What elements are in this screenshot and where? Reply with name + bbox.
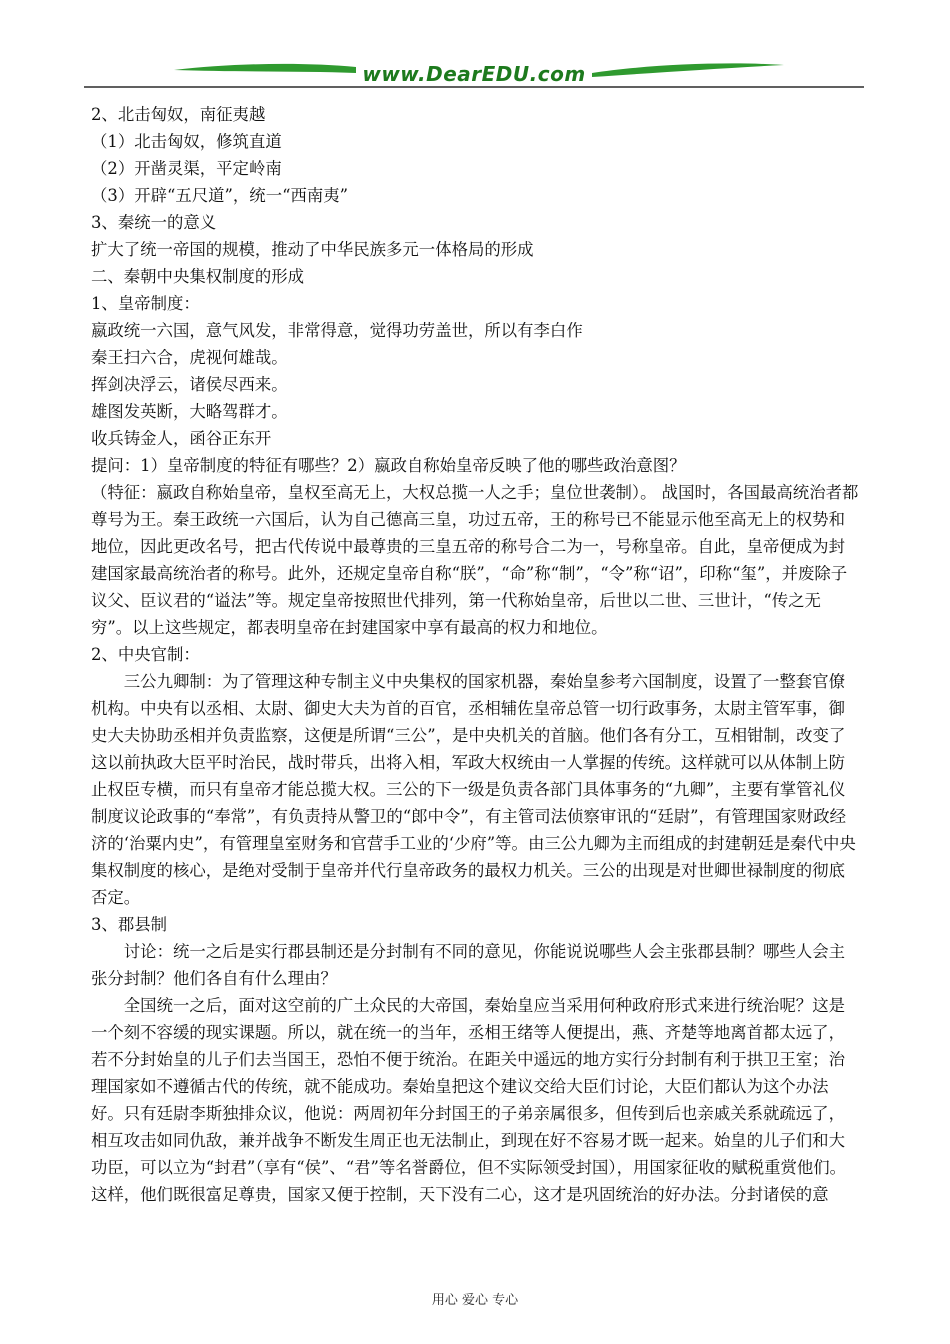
document-body (91, 101, 861, 1208)
section-heading-centralization: 二、秦朝中央集权制度的形成 (91, 267, 305, 286)
sangong-jiuqing-paragraph: 三公九卿制：为了管理这种专制主义中央集权的国家机器，秦始皇参考六国制度，设置了一整套官僚机构。中央有以丞相、太尉、御史大夫为首的百官，丞相辅佐皇帝总管一切行政事务，太尉主管军事，御史大夫协助丞相并负责监察，这便是所谓“三公”，是中央机关的首脑。他们各有分工，互相钳制，改变了这以前执政大臣平时治民，战时带兵，出将入相，军政大权统由一人掌握的传统。这样就可以从体制上防止权臣专横，而只有皇帝才能总揽大权。三公的下一级是负责各部门具体事务的“九卿”，主要有掌管礼仪制度议论政事的“奉常”，有负责持从警卫的“郎中令”，有主管司法侦察审讯的“廷尉”，有管理国家财政经济的‘治粟内史”，有管理皇室财务和官营手工业的‘少府”等。由三公九卿为主而组成的封建朝廷是秦代中央集权制度的核心，是绝对受制于皇帝并代行皇帝政务的最权力机关。三公的出现是对世卿世禄制度的彻底否定。 (91, 672, 856, 907)
poem-line: 收兵铸金人，函谷正东开 (91, 429, 272, 448)
page-footer: 用心 爱心 专心 (431, 1293, 519, 1308)
significance-text: 扩大了统一帝国的规模，推动了中华民族多元一体格局的形成 (91, 240, 534, 259)
poem-intro: 嬴政统一六国，意气风发，非常得意，觉得功劳盖世，所以有李白作 (91, 321, 583, 340)
history-paragraph: 全国统一之后，面对这空前的广土众民的大帝国，秦始皇应当采用何种政府形式来进行统治呢？这是一个刻不容缓的现实课题。所以，就在统一的当年，丞相王绪等人便提出，燕、齐楚等地离首都太远了，若不分封始皇的儿子们去当国王，恐怕不便于统治。在距关中遥远的地方实行分封制有利于拱卫王室；治理国家如不遵循古代的传统，就不能成功。秦始皇把这个建议交给大臣们讨论，大臣们都认为这个办法好。只有廷尉李斯独排众议，他说：两周初年分封国王的子弟亲属很多，但传到后也亲戚关系就疏远了，相互攻击如同仇敌，兼并战争不断发生周正也无法制止，到现在好不容易才既一起来。始皇的儿子们和大功臣，可以立为“封君”（享有“侯”、“君”等名誉爵位，但不实际领受封国），用国家征收的赋税重赏他们。这样，他们既很富足尊贵，国家又便于控制，天下没有二心，这才是巩固统治的好办法。分封诸侯的意 (91, 996, 847, 1204)
poem-line: 挥剑决浮云，诸侯尽西来。 (91, 375, 288, 394)
heading-significance: 3、秦统一的意义 (91, 213, 217, 232)
poem-line: 雄图发英断，大略驾群才。 (91, 402, 288, 421)
heading-north-south: 2、北击匈奴，南征夷越 (91, 105, 266, 124)
heading-central-officials: 2、中央官制： (91, 645, 200, 664)
question-text: 提问：1）皇帝制度的特征有哪些？2）嬴政自称始皇帝反映了他的哪些政治意图？ (91, 456, 686, 475)
page-header (84, 56, 864, 96)
answer-paragraph: （特征：嬴政自称始皇帝，皇权至高无上，大权总揽一人之手；皇位世袭制）。 战国时，各国最高统治者都尊号为王。秦王政统一六国后，认为自己德高三皇，功过五帝，王的称号已不能显示他至高无上的权势和地位，因此更改名号，把古代传说中最尊贵的三皇五帝的称号合二为一，号称皇帝。自此，皇帝便成为封建国家最高统治者的称号。此外，还规定皇帝自称“朕”，“命”称“制”，“令”称“诏”，印称“玺”，并废除子议父、臣议君的“谥法”等。规定皇帝按照世代排列，第一代称始皇帝，后世以二世、三世计，“传之无穷”。以上这些规定，都表明皇帝在封建国家中享有最高的权力和地位。 (91, 483, 859, 637)
poem-line: 秦王扫六合，虎视何雄哉。 (91, 348, 288, 367)
list-item-wuchidao: （3）开辟“五尺道”，统一“西南夷” (91, 186, 349, 205)
list-item-lingqu: （2）开凿灵渠，平定岭南 (91, 159, 282, 178)
site-logo-text: www.DearEDU.com (362, 62, 586, 86)
discussion-paragraph: 讨论：统一之后是实行郡县制还是分封制有不同的意见，你能说说哪些人会主张郡县制？哪些人会主张分封制？他们各自有什么理由？ (91, 942, 845, 988)
list-item-xiongnu: （1）北击匈奴，修筑直道 (91, 132, 282, 151)
heading-emperor-system: 1、皇帝制度： (91, 294, 200, 313)
heading-junxian: 3、郡县制 (91, 915, 167, 934)
